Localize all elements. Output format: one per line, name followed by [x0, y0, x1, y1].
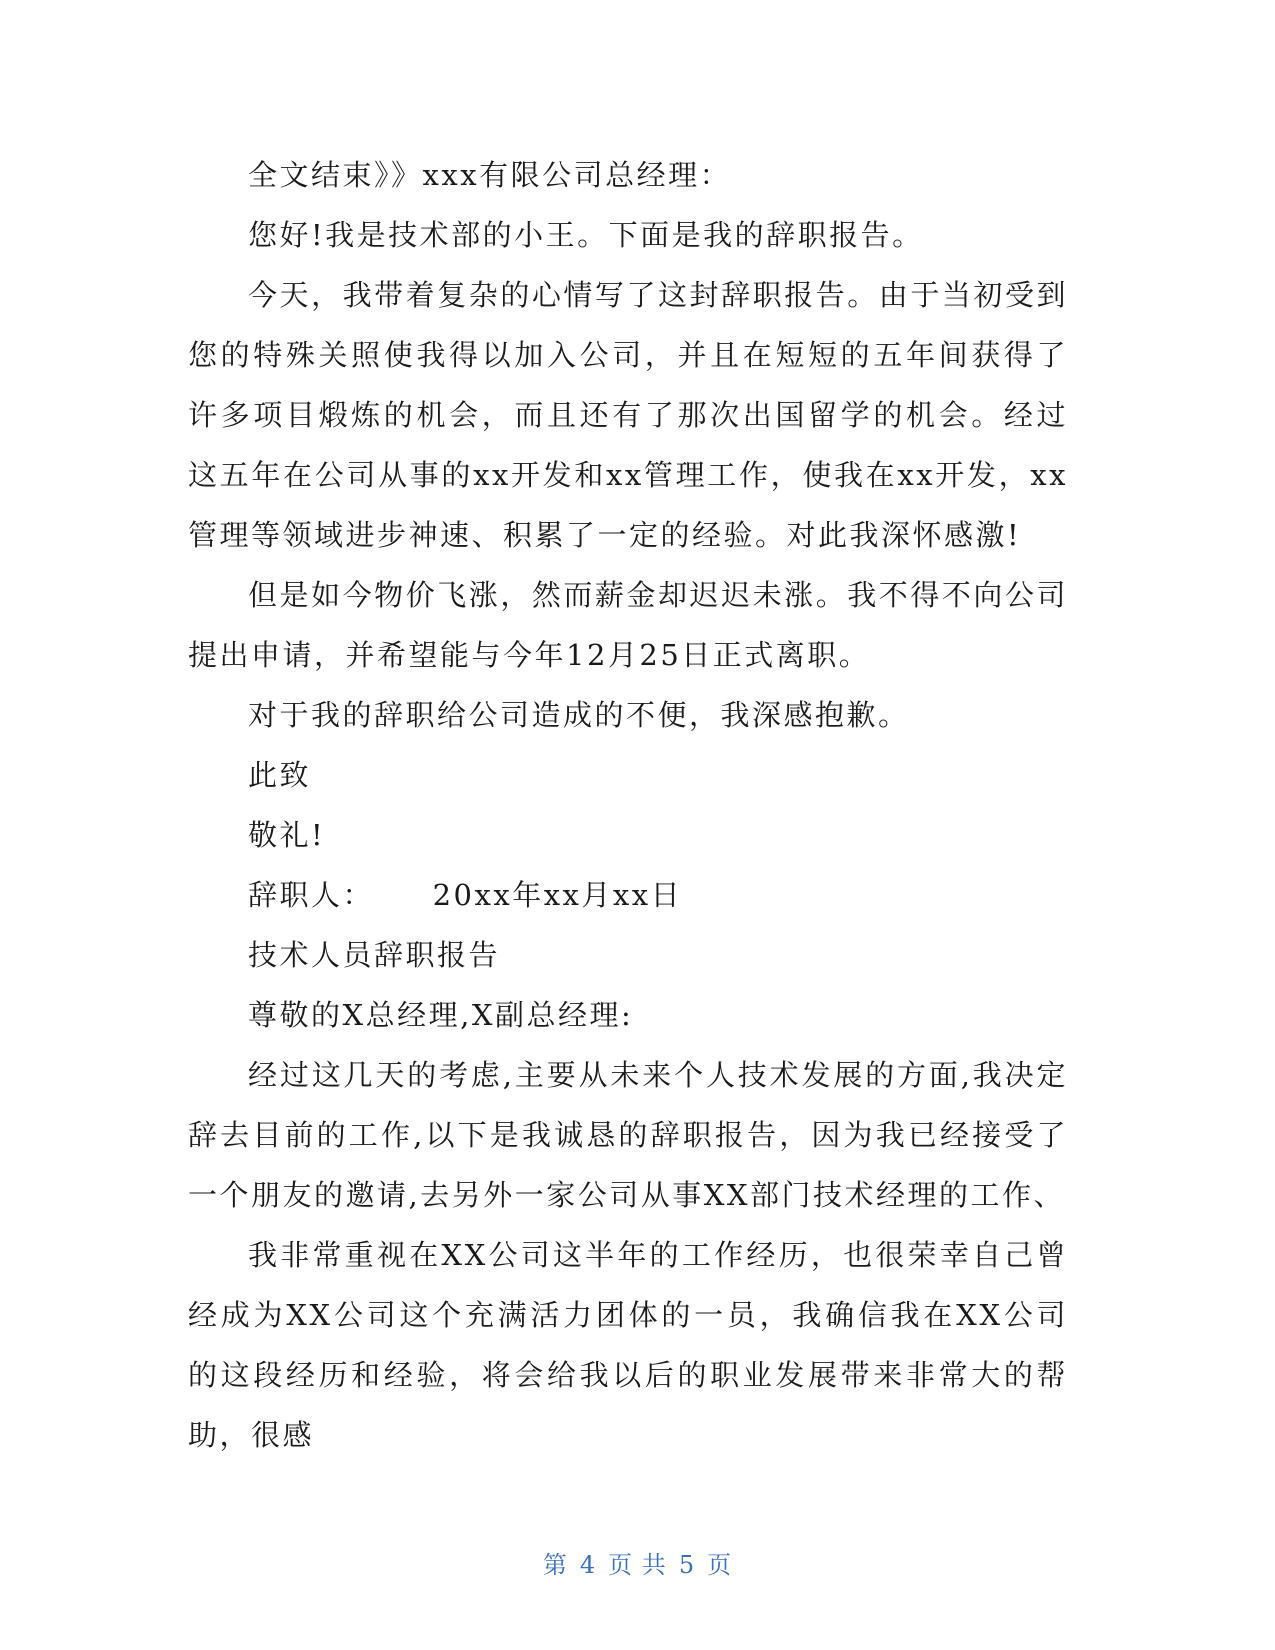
paragraph-apology: 对于我的辞职给公司造成的不便，我深感抱歉。 [248, 698, 910, 732]
paragraph-gratitude: 今天，我带着复杂的心情写了这封辞职报告。由于当初受到您的特殊关照使我得以加入公司，并且在短短的五年间获得了许多项目煅炼的机会，而且还有了那次出国留学的机会。经过这五年在公司从事的xx开发和xx管理工作，使我在xx开发，xx管理等领域进步神速、积累了一定的经验。对此我深怀感激! [188, 278, 1068, 552]
paragraph-experience: 我非常重视在XX公司这半年的工作经历，也很荣幸自己曾经成为XX公司这个充满活力团体的一员，我确信我在XX公司的这段经历和经验，将会给我以后的职业发展带来非常大的帮助，很感 [188, 1238, 1068, 1452]
page-number-footer [0, 1545, 1275, 1580]
paragraph-greeting-header: 全文结束》》xxx有限公司总经理： [248, 158, 732, 192]
footer-prefix: 第 [542, 1551, 568, 1579]
total-page-number: 5 [678, 1551, 696, 1579]
closing-regards: 敬礼! [248, 818, 326, 852]
paragraph-decision: 经过这几天的考虑,主要从未来个人技术发展的方面,我决定辞去目前的工作,以下是我诚恳的辞职报告，因为我已经接受了一个朋友的邀请,去另外一家公司从事XX部门技术经理的工作、 [188, 1058, 1068, 1212]
document-body [188, 145, 1068, 1465]
second-letter-greeting: 尊敬的X总经理,X副总经理: [248, 998, 634, 1032]
footer-suffix: 页 [707, 1551, 733, 1579]
paragraph-resignation-reason: 但是如今物价飞涨，然而薪金却迟迟未涨。我不得不向公司提出申请，并希望能与今年12月25日正式离职。 [188, 578, 1068, 672]
paragraph-introduction: 您好!我是技术部的小王。下面是我的辞职报告。 [248, 218, 924, 252]
section-title: 技术人员辞职报告 [248, 938, 501, 972]
current-page-number: 4 [579, 1551, 597, 1579]
closing-salutation: 此致 [248, 758, 312, 792]
footer-middle: 页 共 [608, 1551, 667, 1579]
signature-line: 辞职人： 20xx年xx月xx日 [248, 878, 683, 912]
